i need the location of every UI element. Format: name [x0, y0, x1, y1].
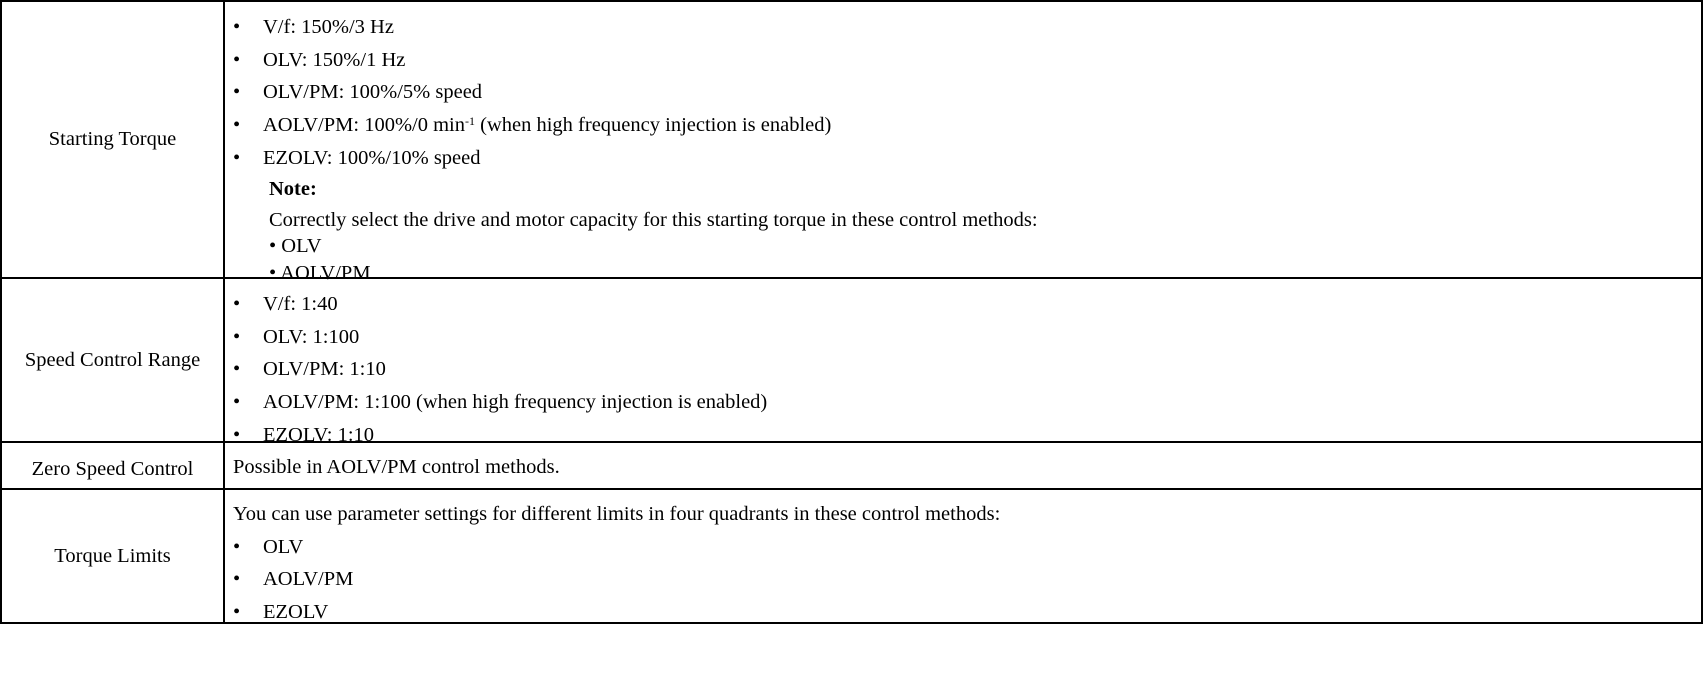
row-content [225, 2, 1701, 285]
table-row-zero-speed-control [2, 443, 1701, 490]
list-item: • OLV/PM: 100%/5% speed [233, 81, 483, 104]
note-title: Note: [269, 178, 317, 201]
row-label: Zero Speed Control [2, 443, 225, 488]
list-item: • AOLV/PM: 100%/0 $\min^{-1}$ (when high frequency injection is enabled) [233, 114, 832, 137]
list-item: • EZOLV: 100%/10% speed [233, 146, 481, 169]
table-row-speed-control-range [2, 279, 1701, 446]
list-item: • OLV/PM: 1:10 [233, 358, 386, 381]
row-label: Speed Control Range [2, 279, 225, 441]
list-item: • OLV [233, 535, 304, 558]
row-content [225, 279, 1701, 446]
table-row-starting-torque [2, 2, 1701, 285]
list-item: • AOLV/PM [233, 568, 354, 591]
list-item: • V/f: 150%/3 Hz [233, 16, 394, 38]
row-label: Starting Torque [2, 2, 225, 277]
row-content [225, 443, 1701, 488]
cell-text: You can use parameter settings for different limits in four quadrants in these control methods: [233, 503, 1001, 525]
note-text: Correctly select the drive and motor capacity for this starting torque in these control methods: [269, 209, 1038, 232]
list-item: • AOLV/PM: 1:100 (when high frequency injection is enabled) [233, 391, 768, 414]
note-block [233, 174, 1693, 289]
note-item: • OLV [269, 235, 322, 258]
list-item: • V/f: 1:40 [233, 293, 338, 315]
list-item: • EZOLV [233, 601, 329, 624]
list-item: • OLV: 150%/1 Hz [233, 48, 406, 71]
table-row-torque-limits [2, 490, 1701, 624]
cell-text: Possible in AOLV/PM control methods. [233, 456, 560, 478]
list-item: • EZOLV: 1:10 [233, 423, 375, 446]
row-label: Torque Limits [2, 490, 225, 622]
note-item: • AOLV/PM [269, 262, 371, 285]
list-item: • OLV: 1:100 [233, 325, 360, 348]
row-content [225, 490, 1701, 622]
